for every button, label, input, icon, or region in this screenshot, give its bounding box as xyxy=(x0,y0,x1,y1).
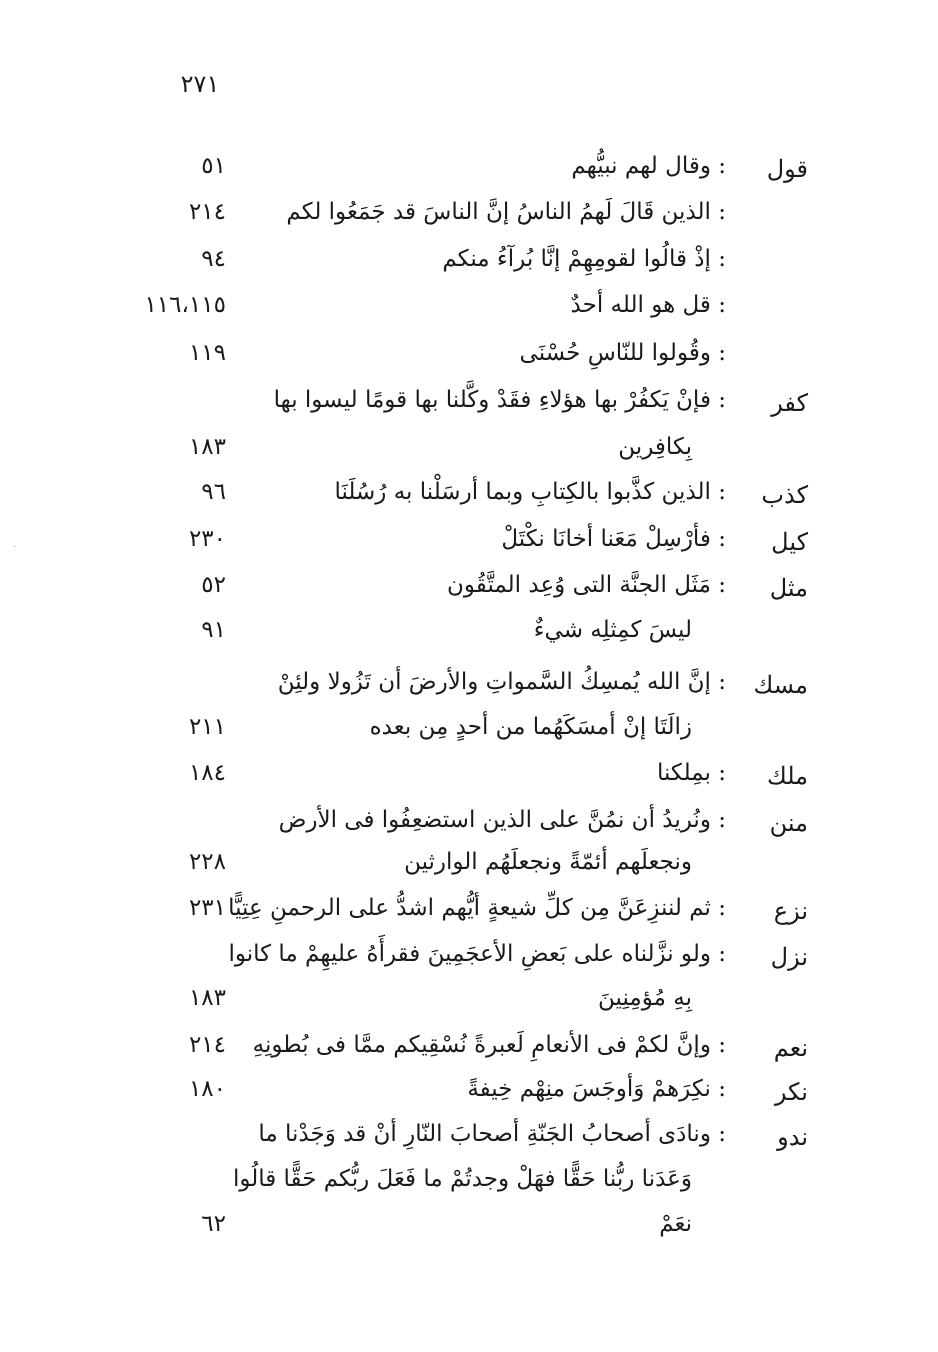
page-reference: ٢٣٠ xyxy=(188,526,226,552)
index-row xyxy=(0,885,938,931)
root-word: قول xyxy=(766,154,808,183)
verse-text: : ولو نزَّلناه على بَعضِ الأعجَمِينَ فقرأَهُ عليهِمْ ما كانوا xyxy=(228,941,726,967)
root-word: نعم xyxy=(773,1033,808,1062)
page-reference: ٩١ xyxy=(201,617,226,643)
page-reference: ٥٢ xyxy=(201,572,226,598)
verse-text: : نكِرَهمْ وَأوجَسَ منِهْم خِيفةً xyxy=(467,1076,726,1102)
index-row xyxy=(0,330,938,376)
verse-text: : ونُريدُ أن نمُنَّ على الذين استضعِفُوا فى الأرض xyxy=(278,807,726,833)
page-reference: ١٨٠ xyxy=(188,1076,226,1102)
root-word: نزل xyxy=(770,942,808,971)
verse-text: : قل هو الله أحدٌ xyxy=(570,292,726,318)
verse-text: نعَمْ xyxy=(659,1211,692,1237)
index-row xyxy=(0,469,938,515)
verse-text: وَعَدَنا ربُّنا حَقًّا فهَلْ وجدتُمْ ما فَعَلَ ربُّكم حَقًّا قالُوا xyxy=(232,1166,692,1192)
index-row xyxy=(0,1111,938,1157)
page-reference: ١١٩ xyxy=(188,340,226,366)
verse-text: : إنَّ الله يُمسِكُ السَّمواتِ والأرضَ أن تَزُولا ولئِنْ xyxy=(277,669,726,695)
index-row xyxy=(0,1022,938,1068)
root-word: مسك xyxy=(753,670,808,699)
index-row xyxy=(0,607,938,653)
root-word: ندو xyxy=(777,1122,808,1151)
index-row xyxy=(0,750,938,796)
page-reference: ١٨٤ xyxy=(188,760,226,786)
verse-text: : وقُولوا للنّاسِ حُسْنَى xyxy=(519,340,726,366)
root-word: نزع xyxy=(773,896,808,925)
page-reference: ١٨٣ xyxy=(188,434,226,460)
page-reference: ٢١٤ xyxy=(188,199,226,225)
index-row xyxy=(0,975,938,1021)
index-row xyxy=(0,236,938,282)
verse-text: : فأرْسِلْ مَعَنا أخانَا نكْتَلْ xyxy=(501,526,726,552)
page-reference: ٢٣١ xyxy=(188,895,226,921)
index-row xyxy=(0,189,938,235)
index-row xyxy=(0,839,938,885)
page-reference: ١٨٣ xyxy=(188,985,226,1011)
verse-text: : وإنَّ لكمْ فى الأنعامِ لَعبرةً نُسْقِيكم ممَّا فى بُطونِهِ xyxy=(252,1032,726,1058)
verse-text: : الذين قَالَ لَهمُ الناسُ إنَّ الناسَ قد جَمَعُوا لكم xyxy=(286,199,726,225)
index-row xyxy=(0,704,938,750)
verse-text: : فإنْ يَكفُرْ بها هؤلاءِ فقَدْ وكَّلنا بها قومًا ليسوا بها xyxy=(273,387,726,413)
verse-text: : بمِلكنا xyxy=(656,760,726,786)
index-row xyxy=(0,1156,938,1202)
verse-text: : الذين كذَّبوا بالكِتابِ وبما أرسَلْنا به رُسُلَنَا xyxy=(334,479,726,505)
verse-text: ونجعلَهم أئمّةً ونجعلَهُم الوارثين xyxy=(404,849,692,875)
page-reference: ٩٦ xyxy=(201,479,226,505)
verse-text: : إذْ قالُوا لقومِهِمْ إنَّا بُرآءُ منكم xyxy=(442,246,726,272)
index-row xyxy=(0,143,938,189)
verse-text: بِكافِرين xyxy=(618,434,692,460)
index-row xyxy=(0,516,938,562)
page-reference: ٩٤ xyxy=(201,246,226,272)
root-word: كذب xyxy=(761,480,808,509)
index-row xyxy=(0,797,938,843)
verse-text: : ونادَى أصحابُ الجَنّةِ أصحابَ النّارِ أنْ قد وَجَدْنا ما xyxy=(258,1121,726,1147)
page-reference: ١١٦،١١٥ xyxy=(144,292,226,318)
verse-text: : مَثَل الجنَّة التى وُعِد المتَّقُون xyxy=(447,572,726,598)
verse-text: زالَتَا إنْ أمسَكَهُما من أحدٍ مِن بعده xyxy=(369,714,692,740)
page-reference: ٢٢٨ xyxy=(188,849,226,875)
root-word: كفر xyxy=(771,388,808,417)
root-word: منن xyxy=(769,808,808,837)
verse-text: : وقال لهم نبيُّهم xyxy=(571,153,726,179)
index-row xyxy=(0,424,938,470)
index-row xyxy=(0,377,938,423)
verse-text: ليسَ كمِثلِه شيءٌ xyxy=(533,617,692,643)
verse-text: : ثم لننزِعَنَّ مِن كلِّ شيعةٍ أيُّهم اشدُّ على الرحمنِ عِتِيًّا xyxy=(228,895,726,921)
root-word: مثل xyxy=(769,573,808,602)
root-word: كيل xyxy=(771,527,808,556)
page-reference: ٢١٤ xyxy=(188,1032,226,1058)
index-row xyxy=(0,282,938,328)
index-row xyxy=(0,659,938,705)
index-row xyxy=(0,931,938,977)
page-reference: ٥١ xyxy=(201,153,226,179)
root-word: ملك xyxy=(766,761,808,790)
index-row xyxy=(0,1066,938,1112)
index-row xyxy=(0,1201,938,1247)
page-number: ٢٧١ xyxy=(180,70,220,98)
index-row xyxy=(0,562,938,608)
verse-text: بِهِ مُؤمِنِينَ xyxy=(598,985,692,1011)
page-reference: ٦٢ xyxy=(201,1211,226,1237)
root-word: نكر xyxy=(774,1077,808,1106)
page-reference: ٢١١ xyxy=(188,714,226,740)
